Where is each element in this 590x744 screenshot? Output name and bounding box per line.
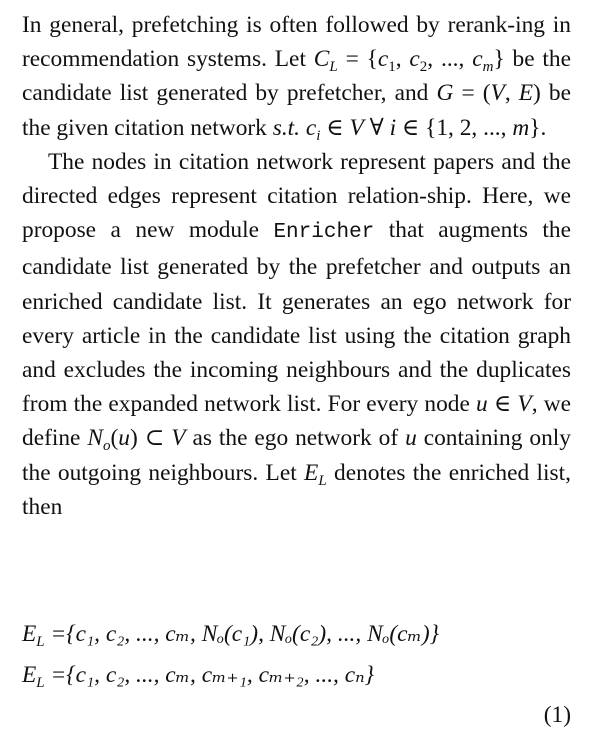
text-segment: } be the candidate list generated by prefetcher, and [22,46,571,107]
text-segment: ∀ [363,114,390,141]
equation-block [22,614,571,696]
math-c1 [377,46,396,76]
math-cm [472,46,494,76]
text-segment: = { [337,46,378,73]
module-name: Enricher [273,221,375,245]
math-symbol: C [313,46,330,73]
math-subscript: 1 [388,59,396,76]
math-i: i [389,114,397,141]
math-EL [22,621,45,650]
math-V: V [171,425,186,452]
math-subscript: i [316,127,321,144]
math-u: u [118,425,130,452]
math-E: E [518,80,534,107]
text-segment: ∈ [320,114,350,141]
text-segment: denotes the enriched list, then [22,459,571,520]
math-symbol: E [22,662,37,688]
math-subscript: m [482,59,494,76]
math-u: u [476,391,488,418]
math-symbol: c [305,114,317,141]
text-segment: that augments the candidate list generated by the prefetcher and outputs an enriched candidate list. It generates an ego network for every article in the candidate list using the citation graph and excludes the incoming neighbours and the duplicates from the expanded network list. For every node [22,217,571,418]
text-segment: containing only the outgoing neighbours. Let [22,425,571,486]
math-symbol: c [409,46,420,73]
math-V: V [517,391,532,418]
math-symbol: N [87,425,103,452]
text-segment: , ..., [427,46,473,73]
math-V: V [490,80,505,107]
text-segment: In general, prefetching is often followed by rerank-ing in recommendation systems. Let [22,12,571,73]
math-symbol: c [377,46,389,73]
text-segment: ) ⊂ [129,425,172,452]
math-No [87,425,111,455]
math-m: m [512,114,530,141]
equation-line-1 [22,614,571,655]
math-G: G [436,80,454,107]
text-segment: ) be the given citation network [22,80,571,141]
text-segment: , we define [22,391,571,452]
paragraph-2 [22,145,571,524]
equation-rhs: ={c₁, c₂, ..., cₘ, cₘ₊₁, cₘ₊₂, ..., cₙ} [44,662,374,688]
math-symbol: c [472,46,483,73]
math-subscript: L [36,675,45,691]
equation-line-2 [22,655,571,696]
math-symbol: E [304,459,319,486]
math-subscript: o [102,438,111,455]
math-subscript: 2 [419,59,428,76]
text-segment: = ( [453,80,491,107]
equation-rhs: ={c₁, c₂, ..., cₘ, Nₒ(c₁), Nₒ(c₂), ..., Nₒ(cₘ)} [44,621,440,647]
text-segment: ( [110,425,119,452]
text-segment: , [395,46,410,73]
paragraph-1 [22,8,571,145]
text-segment: as the ego network of [185,425,406,452]
equation-number: (1) [543,702,571,728]
math-symbol: E [22,621,37,647]
text-segment: , [504,80,519,107]
math-subscript: L [36,634,45,650]
text-segment: ∈ [487,391,518,418]
text-segment: The nodes in citation network represent papers and the directed edges represent citation relation-ship. Here, we propose a new module [22,148,571,244]
text-segment: ∈ {1, 2, ..., [396,114,513,141]
math-c2 [409,46,428,76]
math-st: s.t. [272,114,301,141]
math-subscript: L [318,472,327,489]
math-subscript: L [329,59,338,76]
math-CL [313,46,338,76]
text-segment: }. [529,114,547,141]
paper-body [22,8,571,524]
math-ci [305,114,321,144]
math-u: u [405,425,417,452]
math-EL [304,459,327,489]
math-V: V [349,114,364,141]
math-EL [22,662,45,691]
